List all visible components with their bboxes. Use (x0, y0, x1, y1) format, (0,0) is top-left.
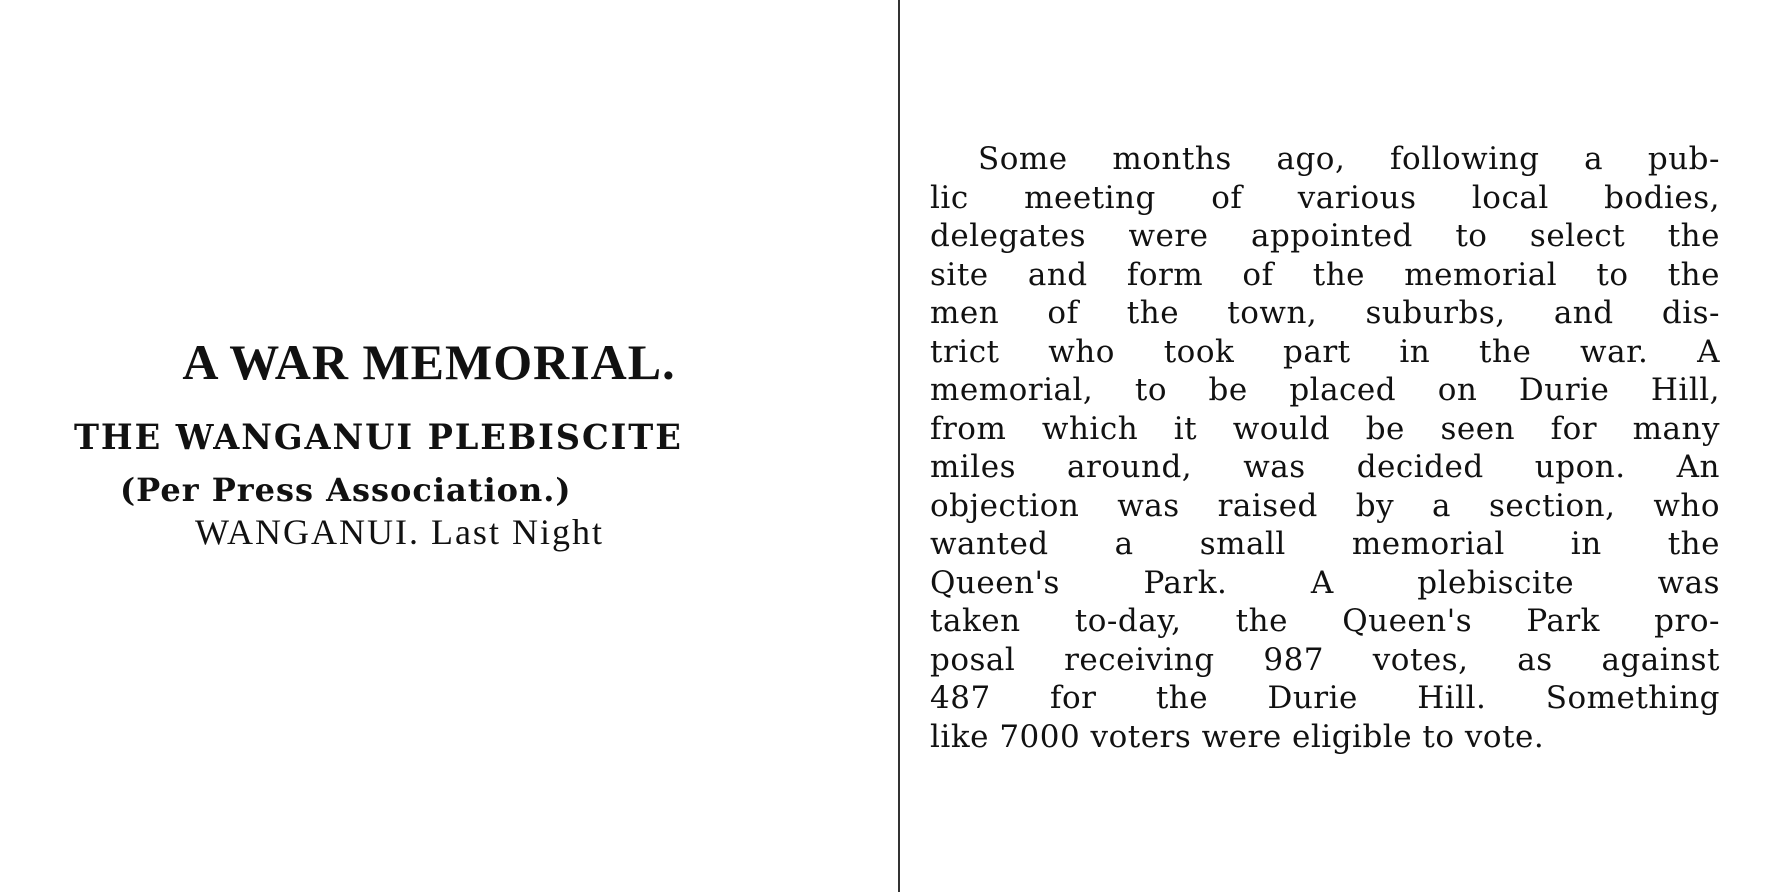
body-line: objection was raised by a section, who (930, 487, 1720, 524)
article-body (930, 140, 1720, 756)
body-line: like 7000 voters were eligible to vote. (930, 718, 1545, 755)
body-line: from which it would be seen for many (930, 410, 1720, 447)
body-line: trict who took part in the war. A (930, 333, 1720, 370)
dateline: WANGANUI. Last Night (195, 512, 604, 552)
body-line: site and form of the memorial to the (930, 256, 1720, 293)
body-line: men of the town, suburbs, and dis- (930, 295, 1720, 331)
subheadline: THE WANGANUI PLEBISCITE (74, 417, 683, 458)
body-line: Queen's Park. A plebiscite was (930, 564, 1720, 601)
body-line: posal receiving 987 votes, as against (930, 641, 1720, 678)
body-line: taken to-day, the Queen's Park pro- (930, 603, 1720, 639)
body-line: lic meeting of various local bodies, (930, 179, 1720, 216)
body-line: miles around, was decided upon. An (930, 449, 1720, 485)
body-line: wanted a small memorial in the (930, 526, 1720, 562)
body-line: delegates were appointed to select the (930, 218, 1720, 254)
body-line: 487 for the Durie Hill. Something (930, 680, 1720, 716)
press-credit: (Per Press Association.) (120, 471, 572, 509)
body-line: Some months ago, following a pub- (978, 141, 1720, 177)
body-line: memorial, to be placed on Durie Hill, (930, 372, 1720, 408)
column-divider (898, 0, 900, 892)
headline: A WAR MEMORIAL. (182, 334, 676, 390)
